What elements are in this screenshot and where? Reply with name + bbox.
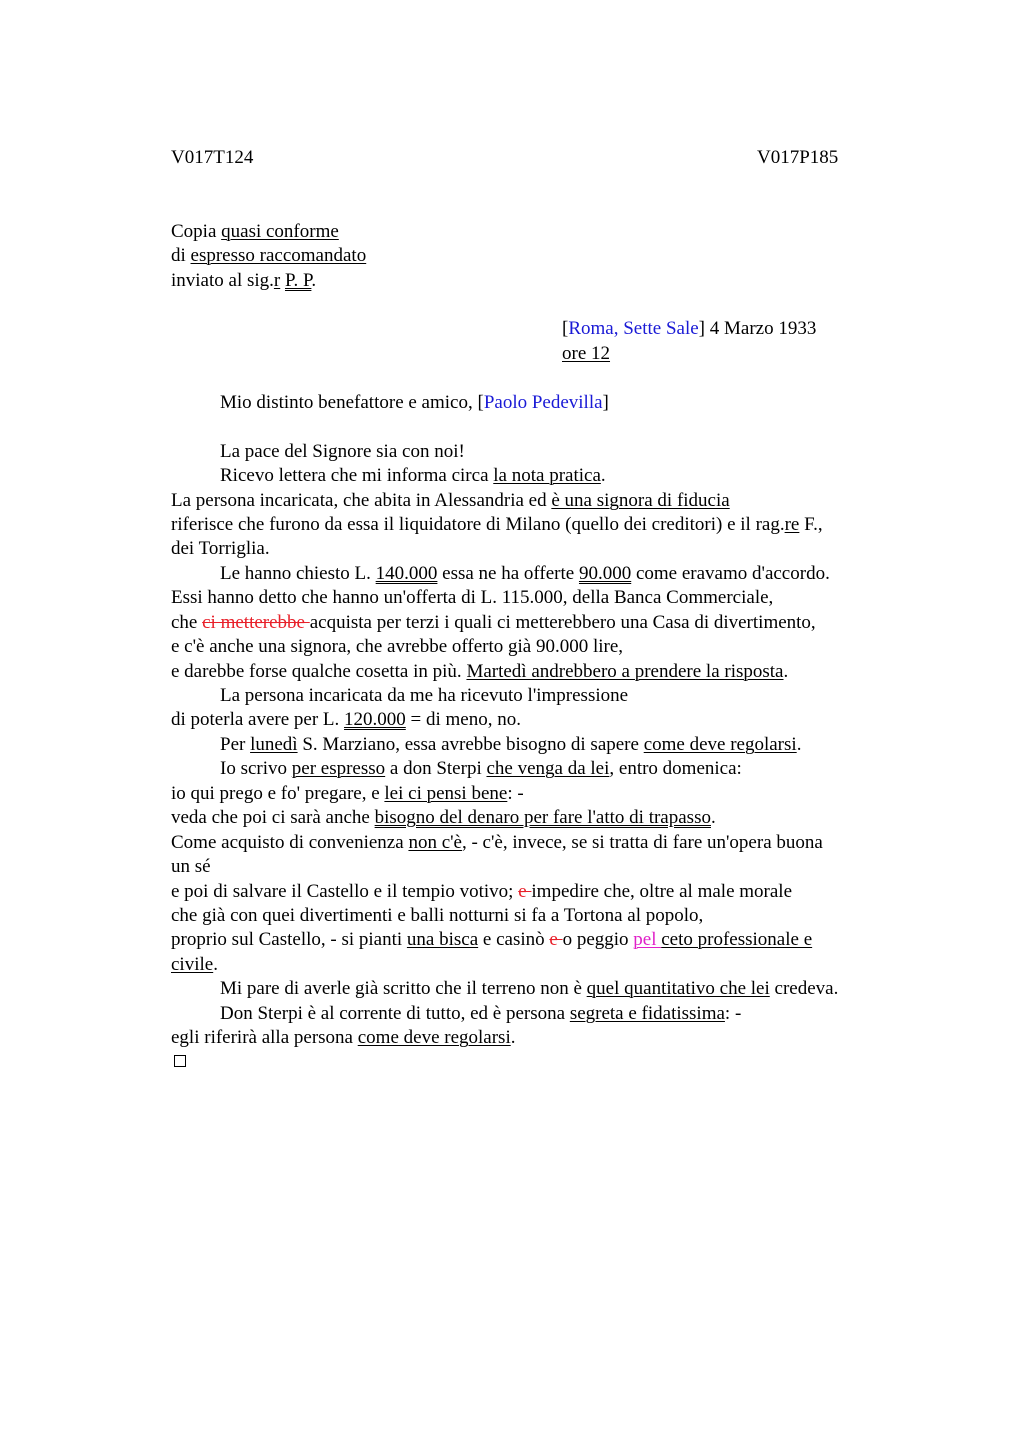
deleted-text: ci metterebbe — [202, 612, 310, 633]
body-line: La persona incaricata da me ha ricevuto l'impressione — [220, 685, 629, 706]
deleted-text: e — [549, 929, 563, 950]
body-line: Io scrivo per espresso a don Sterpi che venga da lei, entro domenica: — [220, 758, 742, 779]
body-line: di poterla avere per L. 120.000 = di meno, no. — [171, 709, 521, 730]
body-line: egli riferirà alla persona come deve regolarsi. — [171, 1027, 516, 1048]
body-line: La pace del Signore sia con noi! — [220, 441, 465, 462]
body-line: Ricevo lettera che mi informa circa la nota pratica. — [220, 465, 606, 486]
body-line: Mi pare di averle già scritto che il terreno non è quel quantitativo che lei credeva. — [220, 978, 839, 999]
body-line: che ci metterebbe acquista per terzi i quali ci metterebbero una Casa di divertimento, — [171, 612, 816, 633]
intro-line-1: Copia quasi conforme — [171, 221, 339, 242]
body-line: che già con quei divertimenti e balli notturni si fa a Tortona al popolo, — [171, 905, 704, 926]
body-line: e darebbe forse qualche cosetta in più. Martedì andrebbero a prendere la risposta. — [171, 661, 789, 682]
document-code-left: V017T124 — [171, 147, 254, 168]
body-line: Come acquisto di convenienza non c'è, - c'è, invece, se si tratta di fare un'opera buona — [171, 832, 823, 853]
body-line: veda che poi ci sarà anche bisogno del denaro per fare l'atto di trapasso. — [171, 807, 716, 828]
body-line: un sé — [171, 856, 211, 877]
body-line: Le hanno chiesto L. 140.000 essa ne ha offerte 90.000 come eravamo d'accordo. — [220, 563, 830, 584]
salutation: Mio distinto benefattore e amico, [Paolo Pedevilla] — [220, 392, 609, 413]
body-line: La persona incaricata, che abita in Alessandria ed è una signora di fiducia — [171, 490, 730, 511]
document-code-right: V017P185 — [757, 147, 839, 168]
place-annotation: Roma, Sette Sale — [568, 318, 699, 339]
time-line: ore 12 — [562, 343, 611, 364]
recipient-annotation: Paolo Pedevilla — [483, 392, 603, 413]
inserted-text: pel — [633, 929, 662, 950]
end-marker-square — [174, 1055, 186, 1067]
body-line: e c'è anche una signora, che avrebbe offerto già 90.000 lire, — [171, 636, 624, 657]
intro-line-2: di espresso raccomandato — [171, 245, 367, 266]
dateline: [Roma, Sette Sale] 4 Marzo 1933 — [562, 318, 817, 339]
body-line: dei Torriglia. — [171, 538, 270, 559]
body-line: civile. — [171, 954, 218, 975]
body-line: e poi di salvare il Castello e il tempio votivo; e impedire che, oltre al male morale — [171, 881, 793, 902]
body-line: riferisce che furono da essa il liquidatore di Milano (quello dei creditori) e il rag.re F., — [171, 514, 823, 535]
intro-line-3: inviato al sig.r P. P. — [171, 270, 317, 291]
deleted-text: e — [518, 881, 532, 902]
body-line: Don Sterpi è al corrente di tutto, ed è persona segreta e fidatissima: - — [220, 1003, 742, 1024]
body-line: io qui prego e fo' pregare, e lei ci pensi bene: - — [171, 783, 524, 804]
body-line: Essi hanno detto che hanno un'offerta di L. 115.000, della Banca Commerciale, — [171, 587, 774, 608]
body-line: Per lunedì S. Marziano, essa avrebbe bisogno di sapere come deve regolarsi. — [220, 734, 802, 755]
body-line: proprio sul Castello, - si pianti una bisca e casinò e o peggio pel ceto professionale e — [171, 929, 813, 950]
